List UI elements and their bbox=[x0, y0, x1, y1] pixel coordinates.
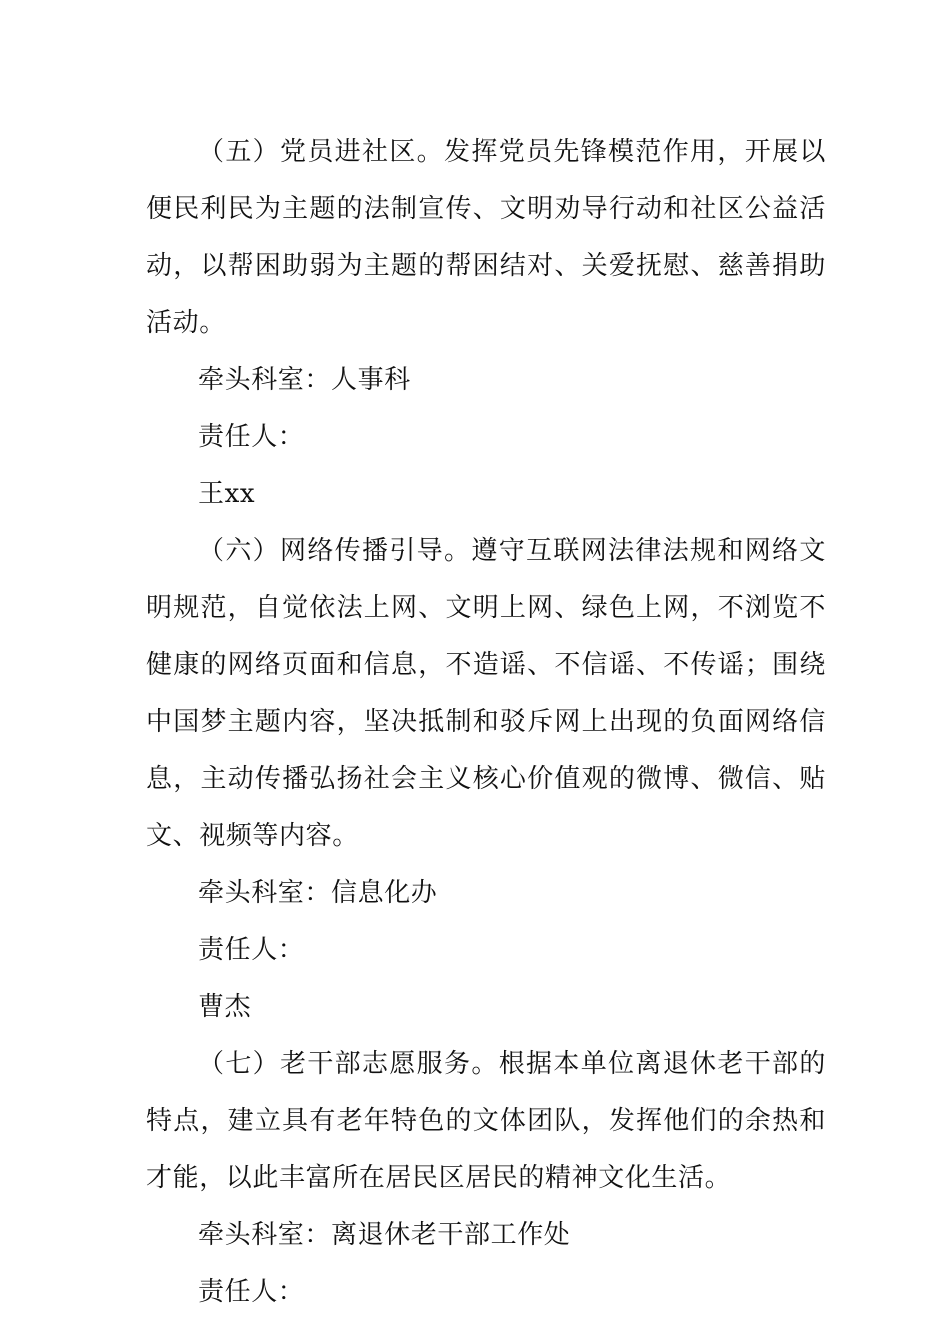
document-body bbox=[146, 124, 826, 1321]
section-5-lead-dept: 牵头科室：人事科 bbox=[198, 365, 411, 395]
section-6-responsible-label: 责任人： bbox=[198, 935, 305, 965]
section-7-lead-dept: 牵头科室：离退休老干部工作处 bbox=[198, 1220, 571, 1250]
section-6-responsible-name: 曹杰 bbox=[198, 992, 252, 1022]
section-7-responsible-label: 责任人： bbox=[198, 1277, 305, 1307]
section-5-paragraph: （五）党员进社区。发挥党员先锋模范作用，开展以便民利民为主题的法制宣传、文明劝导行动和社区公益活动，以帮困助弱为主题的帮困结对、关爱抚慰、慈善捐助活动。 bbox=[146, 137, 826, 338]
section-6-lead-dept: 牵头科室：信息化办 bbox=[198, 878, 438, 908]
section-7-paragraph: （七）老干部志愿服务。根据本单位离退休老干部的特点，建立具有老年特色的文体团队，发挥他们的余热和才能，以此丰富所在居民区居民的精神文化生活。 bbox=[146, 1049, 826, 1193]
section-5-responsible-name: 王xx bbox=[198, 479, 256, 509]
section-6-paragraph: （六）网络传播引导。遵守互联网法律法规和网络文明规范，自觉依法上网、文明上网、绿色上网，不浏览不健康的网络页面和信息，不造谣、不信谣、不传谣；围绕中国梦主题内容，坚决抵制和驳斥网上出现的负面网络信息，主动传播弘扬社会主义核心价值观的微博、微信、贴文、视频等内容。 bbox=[146, 536, 826, 851]
section-5-responsible-label: 责任人： bbox=[198, 422, 305, 452]
